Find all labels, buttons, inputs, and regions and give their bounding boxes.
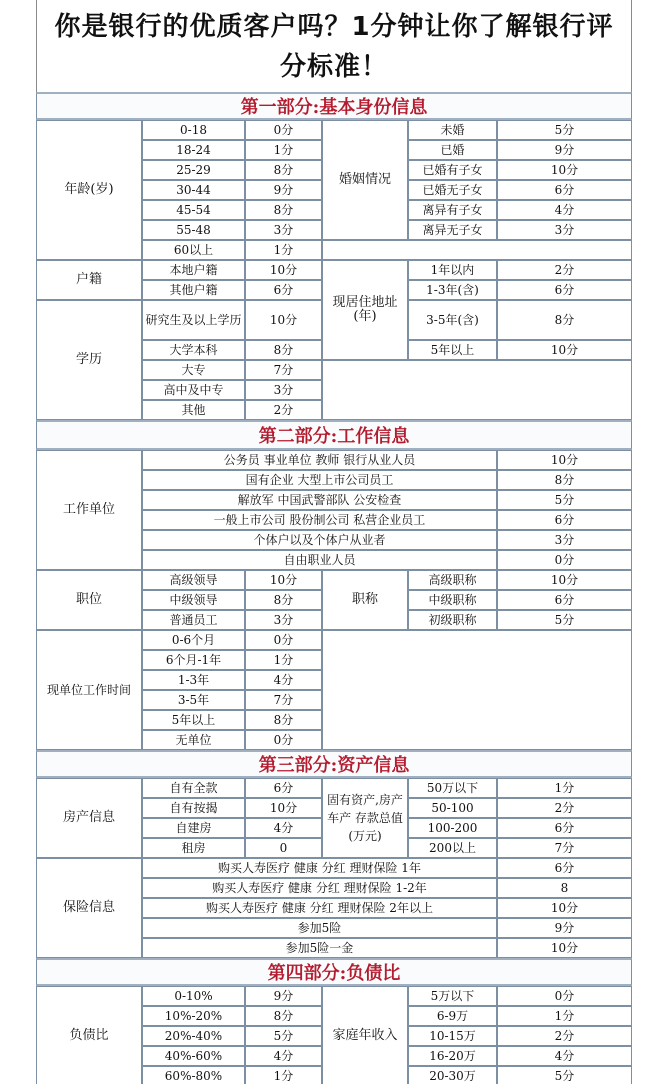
marriage-item: 离异无子女	[408, 220, 497, 240]
property-label: 房产信息	[36, 778, 142, 858]
marriage-label: 婚姻情况	[322, 120, 408, 240]
insurance-item: 购买人寿医疗 健康 分红 理财保险 2年以上	[142, 898, 497, 918]
tenure-score: 4分	[245, 670, 322, 690]
tenure-item: 6个月-1年	[142, 650, 245, 670]
age-score: 8分	[245, 160, 322, 180]
property-score: 6分	[245, 778, 322, 798]
education-item: 其他	[142, 400, 245, 420]
insurance-item: 参加5险	[142, 918, 497, 938]
position-item: 高级领导	[142, 570, 245, 590]
debt-ratio-score: 4分	[245, 1046, 322, 1066]
property-item: 自建房	[142, 818, 245, 838]
income-item: 20-30万	[408, 1066, 497, 1084]
debt-ratio-item: 10%-20%	[142, 1006, 245, 1026]
age-item: 45-54	[142, 200, 245, 220]
education-score: 7分	[245, 360, 322, 380]
tenure-score: 7分	[245, 690, 322, 710]
title-rank-score: 5分	[497, 610, 632, 630]
insurance-score: 9分	[497, 918, 632, 938]
insurance-item: 参加5险一金	[142, 938, 497, 958]
debt-ratio-item: 20%-40%	[142, 1026, 245, 1046]
tenure-score: 8分	[245, 710, 322, 730]
position-item: 普通员工	[142, 610, 245, 630]
assets-score: 6分	[497, 818, 632, 838]
section-header: 第三部分:资产信息	[36, 750, 632, 778]
insurance-score: 6分	[497, 858, 632, 878]
education-score: 8分	[245, 340, 322, 360]
employer-item: 自由职业人员	[142, 550, 497, 570]
hukou-label: 户籍	[36, 260, 142, 300]
income-score: 4分	[497, 1046, 632, 1066]
education-item: 大专	[142, 360, 245, 380]
tenure-item: 0-6个月	[142, 630, 245, 650]
employer-score: 3分	[497, 530, 632, 550]
residence-score: 2分	[497, 260, 632, 280]
debt-ratio-item: 60%-80%	[142, 1066, 245, 1084]
document-title-line-2: 分标准！	[279, 52, 388, 82]
title-rank-score: 10分	[497, 570, 632, 590]
age-score: 9分	[245, 180, 322, 200]
employer-item: 个体户以及个体户从业者	[142, 530, 497, 550]
age-item: 18-24	[142, 140, 245, 160]
debt-ratio-label: 负债比	[36, 986, 142, 1084]
title-rank-score: 6分	[497, 590, 632, 610]
marriage-score: 3分	[497, 220, 632, 240]
property-score: 4分	[245, 818, 322, 838]
employer-score: 6分	[497, 510, 632, 530]
title-rank-item: 中级职称	[408, 590, 497, 610]
assets-label: 固有资产,房产 车产 存款总值(万元)	[322, 778, 408, 858]
residence-item: 3-5年(含)	[408, 300, 497, 340]
debt-ratio-score: 8分	[245, 1006, 322, 1026]
document-title-line-1: 你是银行的优质客户吗？1分钟让你了解银行评	[54, 12, 614, 42]
insurance-item: 购买人寿医疗 健康 分红 理财保险 1-2年	[142, 878, 497, 898]
tenure-score: 0分	[245, 730, 322, 750]
assets-score: 1分	[497, 778, 632, 798]
insurance-score: 8	[497, 878, 632, 898]
marriage-score: 9分	[497, 140, 632, 160]
residence-label: 现居住地址(年)	[322, 260, 408, 360]
age-item: 0-18	[142, 120, 245, 140]
property-item: 自有按揭	[142, 798, 245, 818]
income-item: 10-15万	[408, 1026, 497, 1046]
property-score: 10分	[245, 798, 322, 818]
insurance-score: 10分	[497, 938, 632, 958]
blank-cell	[322, 240, 632, 260]
employer-item: 一般上市公司 股份制公司 私营企业员工	[142, 510, 497, 530]
assets-item: 200以上	[408, 838, 497, 858]
tenure-item: 1-3年	[142, 670, 245, 690]
employer-item: 解放军 中国武警部队 公安检查	[142, 490, 497, 510]
income-score: 5分	[497, 1066, 632, 1084]
age-score: 8分	[245, 200, 322, 220]
income-item: 6-9万	[408, 1006, 497, 1026]
age-score: 0分	[245, 120, 322, 140]
marriage-item: 未婚	[408, 120, 497, 140]
age-score: 1分	[245, 140, 322, 160]
tenure-score: 0分	[245, 630, 322, 650]
position-score: 10分	[245, 570, 322, 590]
insurance-label: 保险信息	[36, 858, 142, 958]
hukou-score: 10分	[245, 260, 322, 280]
marriage-item: 已婚有子女	[408, 160, 497, 180]
age-item: 55-48	[142, 220, 245, 240]
employer-score: 0分	[497, 550, 632, 570]
marriage-score: 4分	[497, 200, 632, 220]
education-item: 研究生及以上学历	[142, 300, 245, 340]
title-rank-label: 职称	[322, 570, 408, 630]
hukou-score: 6分	[245, 280, 322, 300]
property-item: 租房	[142, 838, 245, 858]
blank-cell	[322, 630, 632, 750]
position-score: 8分	[245, 590, 322, 610]
blank-cell	[322, 360, 632, 420]
tenure-item: 5年以上	[142, 710, 245, 730]
education-score: 10分	[245, 300, 322, 340]
residence-score: 6分	[497, 280, 632, 300]
debt-ratio-score: 1分	[245, 1066, 322, 1084]
marriage-item: 已婚无子女	[408, 180, 497, 200]
assets-item: 50-100	[408, 798, 497, 818]
employer-score: 10分	[497, 450, 632, 470]
property-item: 自有全款	[142, 778, 245, 798]
assets-score: 7分	[497, 838, 632, 858]
income-score: 0分	[497, 986, 632, 1006]
marriage-score: 10分	[497, 160, 632, 180]
title-rank-item: 初级职称	[408, 610, 497, 630]
section-header: 第二部分:工作信息	[36, 420, 632, 450]
education-item: 大学本科	[142, 340, 245, 360]
employer-label: 工作单位	[36, 450, 142, 570]
age-item: 25-29	[142, 160, 245, 180]
position-item: 中级领导	[142, 590, 245, 610]
employer-item: 国有企业 大型上市公司员工	[142, 470, 497, 490]
employer-score: 5分	[497, 490, 632, 510]
age-label: 年龄(岁)	[36, 120, 142, 260]
employer-item: 公务员 事业单位 教师 银行从业人员	[142, 450, 497, 470]
age-score: 3分	[245, 220, 322, 240]
marriage-item: 离异有子女	[408, 200, 497, 220]
residence-item: 5年以上	[408, 340, 497, 360]
assets-score: 2分	[497, 798, 632, 818]
income-score: 1分	[497, 1006, 632, 1026]
assets-item: 50万以下	[408, 778, 497, 798]
position-label: 职位	[36, 570, 142, 630]
section-header: 第一部分:基本身份信息	[36, 92, 632, 120]
employer-score: 8分	[497, 470, 632, 490]
assets-item: 100-200	[408, 818, 497, 838]
title-rank-item: 高级职称	[408, 570, 497, 590]
residence-score: 8分	[497, 300, 632, 340]
education-label: 学历	[36, 300, 142, 420]
residence-item: 1年以内	[408, 260, 497, 280]
debt-ratio-score: 5分	[245, 1026, 322, 1046]
age-score: 1分	[245, 240, 322, 260]
insurance-score: 10分	[497, 898, 632, 918]
income-score: 2分	[497, 1026, 632, 1046]
education-item: 高中及中专	[142, 380, 245, 400]
section-header: 第四部分:负债比	[36, 958, 632, 986]
tenure-item: 无单位	[142, 730, 245, 750]
income-label: 家庭年收入	[322, 986, 408, 1084]
debt-ratio-item: 0-10%	[142, 986, 245, 1006]
tenure-item: 3-5年	[142, 690, 245, 710]
insurance-item: 购买人寿医疗 健康 分红 理财保险 1年	[142, 858, 497, 878]
education-score: 3分	[245, 380, 322, 400]
debt-ratio-item: 40%-60%	[142, 1046, 245, 1066]
hukou-item: 其他户籍	[142, 280, 245, 300]
residence-item: 1-3年(含)	[408, 280, 497, 300]
tenure-label: 现单位工作时间	[36, 630, 142, 750]
debt-ratio-score: 9分	[245, 986, 322, 1006]
position-score: 3分	[245, 610, 322, 630]
income-item: 16-20万	[408, 1046, 497, 1066]
marriage-score: 5分	[497, 120, 632, 140]
property-score: 0	[245, 838, 322, 858]
income-item: 5万以下	[408, 986, 497, 1006]
hukou-item: 本地户籍	[142, 260, 245, 280]
education-score: 2分	[245, 400, 322, 420]
age-item: 30-44	[142, 180, 245, 200]
marriage-item: 已婚	[408, 140, 497, 160]
marriage-score: 6分	[497, 180, 632, 200]
tenure-score: 1分	[245, 650, 322, 670]
residence-score: 10分	[497, 340, 632, 360]
age-item: 60以上	[142, 240, 245, 260]
